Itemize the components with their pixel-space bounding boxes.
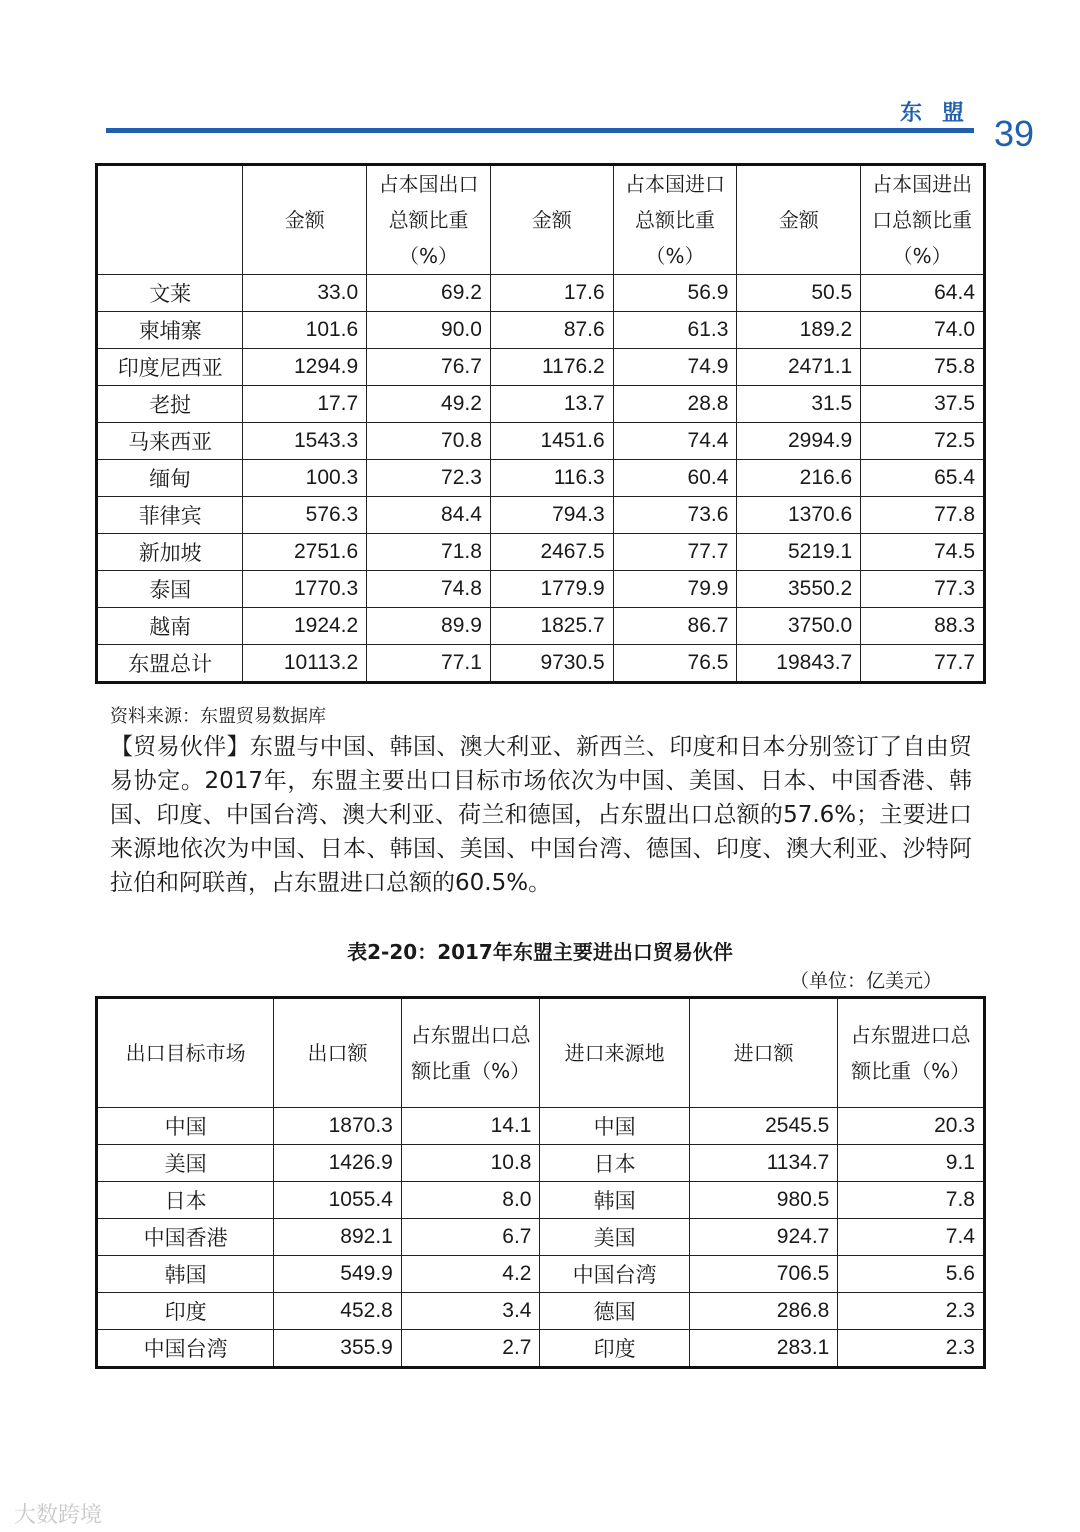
table-cell: 日本 bbox=[540, 1145, 689, 1182]
table-cell: 84.4 bbox=[367, 497, 491, 534]
table-cell: 74.8 bbox=[367, 571, 491, 608]
trade-table-by-country bbox=[95, 163, 986, 684]
column-header: 占本国出口总额比重（%） bbox=[367, 165, 491, 275]
header-bar bbox=[106, 128, 974, 133]
table-cell: 缅甸 bbox=[97, 460, 243, 497]
table-header-row bbox=[97, 165, 985, 275]
table-cell: 17.7 bbox=[243, 386, 367, 423]
table-row bbox=[97, 349, 985, 386]
column-header bbox=[97, 165, 243, 275]
table-cell: 柬埔寨 bbox=[97, 312, 243, 349]
table-cell: 77.7 bbox=[861, 645, 985, 683]
table-cell: 355.9 bbox=[274, 1330, 402, 1368]
table-cell: 1779.9 bbox=[490, 571, 613, 608]
table-cell: 33.0 bbox=[243, 275, 367, 312]
table-cell: 706.5 bbox=[689, 1256, 838, 1293]
table-cell: 924.7 bbox=[689, 1219, 838, 1256]
trade-partners-table bbox=[95, 996, 986, 1369]
table-cell: 69.2 bbox=[367, 275, 491, 312]
table-cell: 菲律宾 bbox=[97, 497, 243, 534]
table-row bbox=[97, 1256, 985, 1293]
header-section-title: 东盟 bbox=[900, 101, 985, 126]
table-cell: 74.5 bbox=[861, 534, 985, 571]
table-cell: 德国 bbox=[540, 1293, 689, 1330]
table-cell: 28.8 bbox=[613, 386, 737, 423]
table-cell: 1370.6 bbox=[737, 497, 861, 534]
table-cell: 1176.2 bbox=[490, 349, 613, 386]
table-row bbox=[97, 608, 985, 645]
table-cell: 88.3 bbox=[861, 608, 985, 645]
table-cell: 87.6 bbox=[490, 312, 613, 349]
table-row bbox=[97, 571, 985, 608]
table-cell: 70.8 bbox=[367, 423, 491, 460]
table-cell: 1770.3 bbox=[243, 571, 367, 608]
table-cell: 61.3 bbox=[613, 312, 737, 349]
table-cell: 美国 bbox=[540, 1219, 689, 1256]
column-header: 出口额 bbox=[274, 998, 402, 1108]
source-note: 资料来源：东盟贸易数据库 bbox=[110, 706, 326, 727]
table-cell: 64.4 bbox=[861, 275, 985, 312]
table-cell: 216.6 bbox=[737, 460, 861, 497]
column-header: 进口额 bbox=[689, 998, 838, 1108]
table-cell: 老挝 bbox=[97, 386, 243, 423]
table-cell: 86.7 bbox=[613, 608, 737, 645]
table-cell: 74.0 bbox=[861, 312, 985, 349]
table-cell: 1924.2 bbox=[243, 608, 367, 645]
table-cell: 549.9 bbox=[274, 1256, 402, 1293]
table-cell: 泰国 bbox=[97, 571, 243, 608]
table-cell: 79.9 bbox=[613, 571, 737, 608]
table-cell: 中国 bbox=[97, 1108, 274, 1145]
table-cell: 印度 bbox=[97, 1293, 274, 1330]
column-header: 进口来源地 bbox=[540, 998, 689, 1108]
table-cell: 283.1 bbox=[689, 1330, 838, 1368]
table-cell: 77.1 bbox=[367, 645, 491, 683]
table-cell: 77.3 bbox=[861, 571, 985, 608]
table-cell: 2545.5 bbox=[689, 1108, 838, 1145]
table-row bbox=[97, 1330, 985, 1368]
table-cell: 1055.4 bbox=[274, 1182, 402, 1219]
table-cell: 3.4 bbox=[401, 1293, 540, 1330]
table-cell: 60.4 bbox=[613, 460, 737, 497]
table-cell: 1870.3 bbox=[274, 1108, 402, 1145]
table-cell: 65.4 bbox=[861, 460, 985, 497]
table-cell: 1134.7 bbox=[689, 1145, 838, 1182]
table-cell: 马来西亚 bbox=[97, 423, 243, 460]
table-row bbox=[97, 1145, 985, 1182]
table-cell: 89.9 bbox=[367, 608, 491, 645]
table-cell: 新加坡 bbox=[97, 534, 243, 571]
table-row bbox=[97, 386, 985, 423]
column-header: 占本国进出口总额比重（%） bbox=[861, 165, 985, 275]
table-cell: 75.8 bbox=[861, 349, 985, 386]
table-cell: 76.7 bbox=[367, 349, 491, 386]
table-caption: 表2-20：2017年东盟主要进出口贸易伙伴 bbox=[347, 940, 733, 964]
table-cell: 576.3 bbox=[243, 497, 367, 534]
table-cell: 50.5 bbox=[737, 275, 861, 312]
table-cell: 794.3 bbox=[490, 497, 613, 534]
table-cell: 2471.1 bbox=[737, 349, 861, 386]
table-unit: （单位：亿美元） bbox=[790, 970, 943, 992]
table-cell: 1426.9 bbox=[274, 1145, 402, 1182]
table-cell: 7.8 bbox=[838, 1182, 985, 1219]
table-cell: 2.3 bbox=[838, 1330, 985, 1368]
table-cell: 2994.9 bbox=[737, 423, 861, 460]
table-cell: 中国台湾 bbox=[540, 1256, 689, 1293]
table-cell: 10113.2 bbox=[243, 645, 367, 683]
table-cell: 13.7 bbox=[490, 386, 613, 423]
table-row bbox=[97, 1108, 985, 1145]
column-header: 占本国进口总额比重（%） bbox=[613, 165, 737, 275]
table-cell: 越南 bbox=[97, 608, 243, 645]
table-cell: 6.7 bbox=[401, 1219, 540, 1256]
table-cell: 7.4 bbox=[838, 1219, 985, 1256]
table-cell: 71.8 bbox=[367, 534, 491, 571]
table-cell: 3550.2 bbox=[737, 571, 861, 608]
table-cell: 韩国 bbox=[540, 1182, 689, 1219]
table-cell: 5.6 bbox=[838, 1256, 985, 1293]
table-cell: 印度 bbox=[540, 1330, 689, 1368]
column-header: 占东盟进口总额比重（%） bbox=[838, 998, 985, 1108]
table-row bbox=[97, 497, 985, 534]
column-header: 占东盟出口总额比重（%） bbox=[401, 998, 540, 1108]
table-cell: 73.6 bbox=[613, 497, 737, 534]
table-row bbox=[97, 275, 985, 312]
table-cell: 452.8 bbox=[274, 1293, 402, 1330]
table-cell: 1451.6 bbox=[490, 423, 613, 460]
table-header-row bbox=[97, 998, 985, 1108]
table-cell: 9.1 bbox=[838, 1145, 985, 1182]
column-header: 出口目标市场 bbox=[97, 998, 274, 1108]
table-cell: 892.1 bbox=[274, 1219, 402, 1256]
table-cell: 76.5 bbox=[613, 645, 737, 683]
table-cell: 8.0 bbox=[401, 1182, 540, 1219]
table-row bbox=[97, 423, 985, 460]
table-cell: 20.3 bbox=[838, 1108, 985, 1145]
table-cell: 19843.7 bbox=[737, 645, 861, 683]
table-row bbox=[97, 1293, 985, 1330]
table-cell: 189.2 bbox=[737, 312, 861, 349]
table-cell: 116.3 bbox=[490, 460, 613, 497]
table-cell: 980.5 bbox=[689, 1182, 838, 1219]
table-row bbox=[97, 645, 985, 683]
table-row bbox=[97, 460, 985, 497]
table-cell: 中国 bbox=[540, 1108, 689, 1145]
table-cell: 77.8 bbox=[861, 497, 985, 534]
table-cell: 100.3 bbox=[243, 460, 367, 497]
table-cell: 2467.5 bbox=[490, 534, 613, 571]
table-cell: 印度尼西亚 bbox=[97, 349, 243, 386]
table-cell: 文莱 bbox=[97, 275, 243, 312]
table-row bbox=[97, 534, 985, 571]
column-header: 金额 bbox=[490, 165, 613, 275]
column-header: 金额 bbox=[243, 165, 367, 275]
column-header: 金额 bbox=[737, 165, 861, 275]
table-row bbox=[97, 1182, 985, 1219]
table-cell: 1825.7 bbox=[490, 608, 613, 645]
table-cell: 56.9 bbox=[613, 275, 737, 312]
table-cell: 5219.1 bbox=[737, 534, 861, 571]
table-cell: 49.2 bbox=[367, 386, 491, 423]
table-cell: 77.7 bbox=[613, 534, 737, 571]
table-cell: 10.8 bbox=[401, 1145, 540, 1182]
table-cell: 中国香港 bbox=[97, 1219, 274, 1256]
table-cell: 4.2 bbox=[401, 1256, 540, 1293]
table-cell: 2.3 bbox=[838, 1293, 985, 1330]
table-cell: 3750.0 bbox=[737, 608, 861, 645]
table-cell: 74.4 bbox=[613, 423, 737, 460]
table-cell: 90.0 bbox=[367, 312, 491, 349]
table-cell: 1294.9 bbox=[243, 349, 367, 386]
table-cell: 101.6 bbox=[243, 312, 367, 349]
table-cell: 2.7 bbox=[401, 1330, 540, 1368]
table-cell: 17.6 bbox=[490, 275, 613, 312]
table-cell: 72.5 bbox=[861, 423, 985, 460]
page-number: 39 bbox=[994, 113, 1035, 154]
table-cell: 东盟总计 bbox=[97, 645, 243, 683]
table-cell: 韩国 bbox=[97, 1256, 274, 1293]
table-cell: 37.5 bbox=[861, 386, 985, 423]
table-cell: 14.1 bbox=[401, 1108, 540, 1145]
table-cell: 1543.3 bbox=[243, 423, 367, 460]
table-cell: 31.5 bbox=[737, 386, 861, 423]
table-cell: 日本 bbox=[97, 1182, 274, 1219]
table-row bbox=[97, 312, 985, 349]
table-cell: 中国台湾 bbox=[97, 1330, 274, 1368]
table-cell: 74.9 bbox=[613, 349, 737, 386]
table-row bbox=[97, 1219, 985, 1256]
trade-partners-paragraph: 【贸易伙伴】东盟与中国、韩国、澳大利亚、新西兰、印度和日本分别签订了自由贸易协定。2017年，东盟主要出口目标市场依次为中国、美国、日本、中国香港、韩国、印度、中国台湾、澳大利亚、荷兰和德国，占东盟出口总额的57.6%；主要进口来源地依次为中国、日本、韩国、美国、中国台湾、德国、印度、澳大利亚、沙特阿拉伯和阿联酋，占东盟进口总额的60.5%。 bbox=[110, 734, 972, 896]
table-cell: 2751.6 bbox=[243, 534, 367, 571]
watermark-logo: 大数跨境 bbox=[14, 1503, 103, 1528]
table-cell: 286.8 bbox=[689, 1293, 838, 1330]
table-cell: 72.3 bbox=[367, 460, 491, 497]
table-cell: 美国 bbox=[97, 1145, 274, 1182]
table-cell: 9730.5 bbox=[490, 645, 613, 683]
